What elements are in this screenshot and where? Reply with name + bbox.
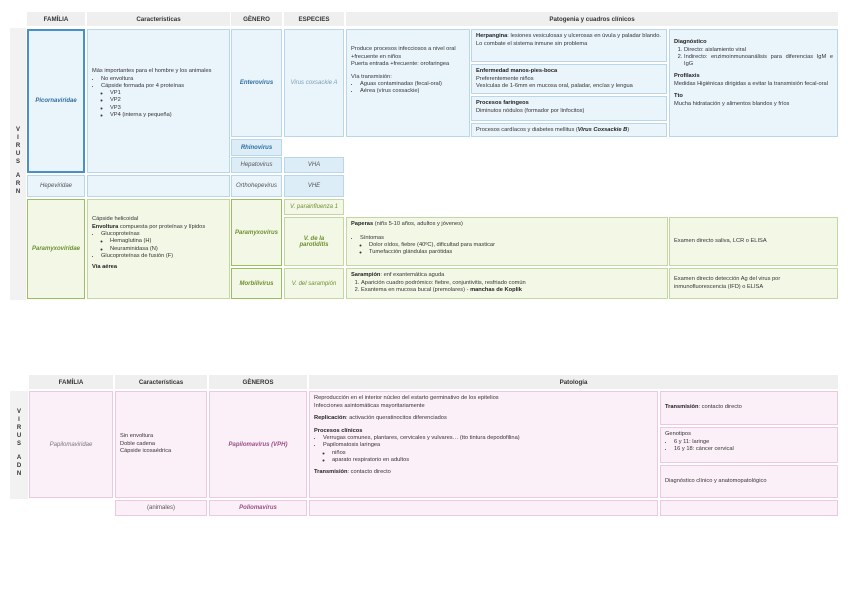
family-hepeviridae: Hepeviridae (27, 175, 85, 197)
header-especies: ESPECIES (284, 12, 344, 26)
paramyxoviridae-characteristics: Cápside helicoidal Envoltura compuesta por proteínas y lípidos • Glucoproteínas ◦ Hemaglutina (H) ◦ Neuraminidasa (N) • Glucoproteínas de fusión (F) Vía aérea (87, 199, 230, 299)
header-caracteristicas: Características (87, 12, 230, 26)
sarampion-box: Sarampión: enf exantemática aguda 1. Aparición cuadro podrómico: fiebre, conjuntivitis, resfriado común 2. Exantema en mucosa bucal (premolares) - manchas de Koplik (346, 268, 668, 299)
procesos-cardiacos-box: Procesos cardíacos y diabetes mellitus (Virus Coxsackie B) (471, 123, 667, 137)
genus-poliomavirus: Poliomavirus (209, 500, 307, 516)
animals-characteristics: (animales) (115, 500, 207, 516)
papilomavirus-genotipos: Genotipos • 6 y 11: laringe • 16 y 18: cáncer cervical (660, 427, 838, 463)
poliomavirus-patologia (309, 500, 658, 516)
header2-familia: FAMÍLIA (29, 375, 113, 389)
header2-patologia: Patología (309, 375, 838, 389)
herpangina-box: Herpangina: lesiones vesiculosas y ulcerosas en úvula y paladar blando. Lo combate el sistema inmune sin problema (471, 29, 667, 62)
header-familia: FAMÍLIA (27, 12, 85, 26)
sarampion-diagnostico: Examen directo detección Ag del virus por inmunofluorescencia (IFD) o ELISA (669, 268, 838, 299)
genus-hepatovirus: Hepatovirus (231, 157, 282, 173)
header2-caracteristicas: Características (115, 375, 207, 389)
paperas-diagnostico: Examen directo saliva, LCR o ELISA (669, 217, 838, 266)
genus-enterovirus: Enterovirus (231, 29, 282, 137)
papilomavirus-patologia: Reproducción en el interior núcleo del estarto germinativo de los epitelios Infecciones asintomáticas mayoritariamente Replicación: activación queratinocitos diferenciados Procesos clínicos • Verrugas comunes, plantares, cervicales y vulvares… (tto tintura depodofilina) • Papilomatosis laringea ◦ niños ◦ aparato respiratorio en adultos Transmisión: contacto directo (309, 391, 658, 498)
manos-pies-boca-box: Enfermedad manos-pies-boca Preferentemente niños Vesículas de 1-6mm en mucosa oral, paladar, encías y lengua (471, 64, 667, 94)
picornaviridae-characteristics: Más importantes para el hombre y los animales • No envoltura • Cápside formada por 4 proteínas ◦ VP1 ◦ VP2 ◦ VP3 ◦ VP4 (interna y pequeña) (87, 29, 230, 173)
header2-generos: GÈNEROS (209, 375, 307, 389)
papilomaviridae-characteristics: Sin envoltura Doble cadena Cápside icosaédrica (115, 391, 207, 498)
species-sarampion: V. del sarampión (284, 268, 344, 299)
header-patogenia: Patogenia y cuadros clínicos (346, 12, 838, 26)
enterovirus-info: Produce procesos infecciosos a nivel oral +frecuente en niños Puerta entrada +frecuente: orofaringea Vía transmisión: • Aguas contaminadas (fecal-oral) • Aérea (vírus coxsackie) (346, 29, 470, 137)
species-vha: VHA (284, 157, 344, 173)
poliomavirus-right (660, 500, 838, 516)
paperas-box: Paperas (niñs 5-10 años, adultos y jóvenes) • Síntomas ◦ Dolor oídos, fiebre (40ºC), dificultad para masticar ◦ Tumefacción glándulas parótidas (346, 217, 668, 266)
species-coxsackie-a: Virus coxsackie A (284, 29, 344, 137)
genus-papilomavirus: Papilomavirus (VPH) (209, 391, 307, 498)
species-vhe: VHE (284, 175, 344, 197)
papilomavirus-diagnostico: Diagnóstico clínico y anatomopatológico (660, 465, 838, 498)
papilomavirus-transmision: Transmisión: contacto directo (660, 391, 838, 425)
side-label-virus-adn: V I R U S A D N (16, 409, 22, 477)
hepeviridae-characteristics (87, 175, 230, 197)
species-parotiditis: V. de la parotiditis (284, 217, 344, 266)
side-label-virus-arn: V I R U S A R N (15, 127, 21, 195)
parainfluenza-empty (346, 199, 838, 215)
family-papilomaviridae: Papilomaviridae (29, 391, 113, 498)
header-genero: GÈNERO (231, 12, 282, 26)
genus-morbilivirus: Morbilivirus (231, 268, 282, 299)
picornaviridae-diagnostico: Diagnóstico 1. Directo: aislamiento viral 2. Indirecto: enzimoinmunoanálisis para diferencias IgM e IgG Profilaxis Medidas Higiénicas dirigidas a evitar la transmisión fecal-oral Tto Mucha hidratación y alimentos blandos y fríos (669, 29, 838, 137)
family-paramyxoviridae: Paramyxoviridae (27, 199, 85, 299)
genus-orthohepevirus: Orthohepevirus (231, 175, 282, 197)
genus-paramyxovirus: Paramyxovirus (231, 199, 282, 266)
genus-rhinovirus: Rhinovirus (231, 139, 282, 156)
family-picornaviridae: Picornaviridae (27, 29, 85, 173)
procesos-faringeos-box: Procesos faríngeos Diminutos nódulos (formador por linfocitos) (471, 96, 667, 121)
species-parainfluenza: V. parainfluenza 1 (284, 199, 344, 215)
